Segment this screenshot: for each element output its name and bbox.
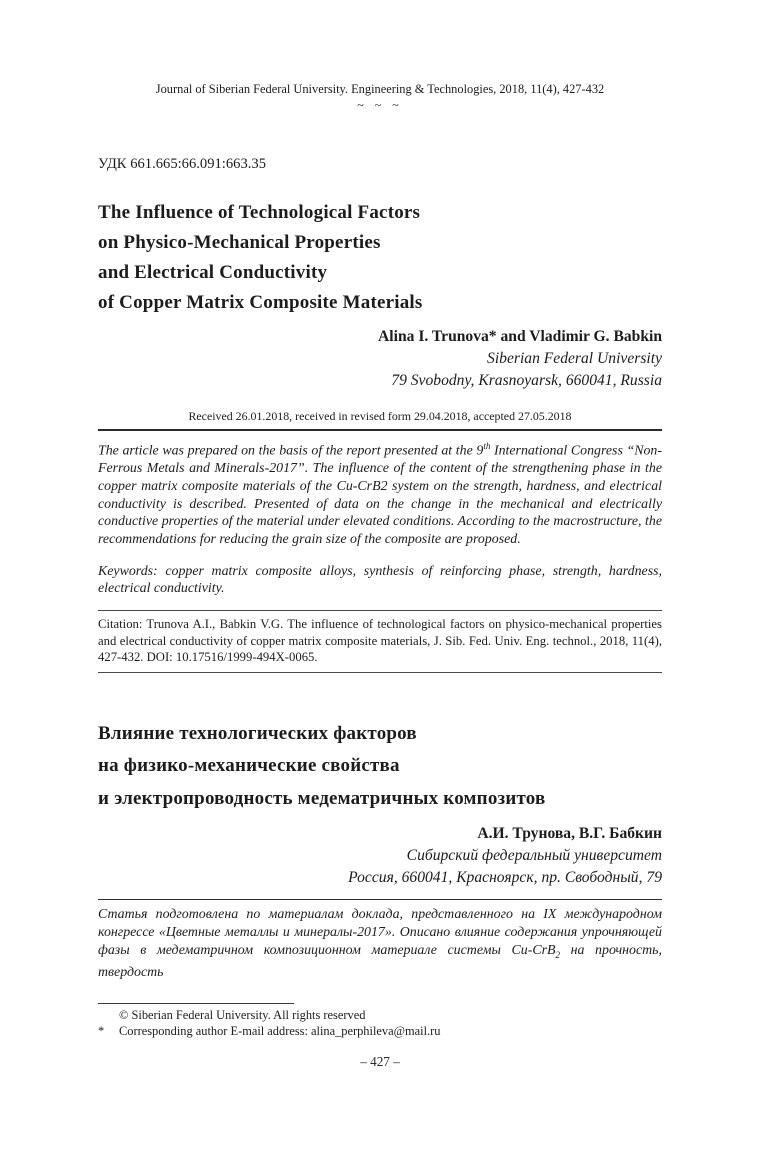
page-number: – 427 – (360, 1054, 400, 1070)
footnote-marker: * (98, 1024, 105, 1039)
abstract-en-text: The article was prepared on the basis of the report presented at the 9 (98, 443, 484, 459)
authors-en: Alina I. Trunova* and Vladimir G. Babkin (378, 328, 662, 345)
divider-rule (98, 429, 662, 431)
abstract-ru (98, 906, 662, 982)
title-line: and Electrical Conductivity (98, 262, 328, 283)
title-line: on Physico-Mechanical Properties (98, 232, 381, 253)
abstract-ru-text: на прочность, твердость (98, 943, 662, 981)
article-title-ru (98, 718, 662, 816)
affiliation-ru-line: Сибирский федеральный университет (406, 847, 662, 865)
citation: Citation: Trunova A.I., Babkin V.G. The influence of technological factors on physico-mechanical properties and electrical conductivity of copper matrix composite materials, J. Sib. Fed. Univ. Eng. technol., 2018, 11(4), 427-432. DOI: 10.17516/1999-494X-0065. (98, 617, 662, 665)
ornament-separator: ~ ~ ~ (357, 98, 403, 112)
divider-rule (98, 899, 662, 900)
authors-block-ru (98, 823, 662, 889)
divider-rule (98, 672, 662, 673)
title-line: The Influence of Technological Factors (98, 202, 421, 223)
received-dates: Received 26.01.2018, received in revised form 29.04.2018, accepted 27.05.2018 (188, 409, 572, 423)
ordinal-superscript: th (483, 441, 491, 451)
affiliation-en-line: 79 Svobodny, Krasnoyarsk, 660041, Russia (391, 372, 662, 389)
article-page (0, 82, 760, 1162)
copyright-note: © Siberian Federal University. All rights reserved (119, 1008, 366, 1023)
article-title-en (98, 198, 662, 318)
title-line: Влияние технологических факторов (98, 722, 417, 744)
udc-code: УДК 661.665:66.091:663.35 (98, 156, 266, 172)
title-line: и электропроводность медематричных композитов (98, 787, 546, 809)
abstract-en-text: International Congress “Non-Ferrous Metals and Minerals-2017”. The influence of the content of the strengthening phase in the copper matrix composite materials of the Cu-CrB2 system on the strength, hardness, and electrical conductivity is described. Presented of data on the change in the mechanical and electrically conductive properties of the material under elevated conditions. According to the macrostructure, the recommendations for reducing the grain size of the composite are proposed. (98, 443, 662, 548)
abstract-ru-text: Статья подготовлена по материалам доклада, представленного на IX международном конгрессе «Цветные металлы и минералы-2017». Описано влияние содержания упрочняющей фазы в медематричном композиционном материале системы Cu-CrB (98, 907, 662, 959)
affiliation-en-line: Siberian Federal University (487, 350, 662, 367)
title-line: на физико-механические свойства (98, 755, 400, 777)
keywords: Keywords: copper matrix composite alloys, synthesis of reinforcing phase, strength, hardness, electrical conductivity. (98, 563, 662, 597)
affiliation-ru-line: Россия, 660041, Красноярск, пр. Свободный, 79 (348, 869, 662, 887)
title-line: of Copper Matrix Composite Materials (98, 292, 423, 313)
journal-header: Journal of Siberian Federal University. Engineering & Technologies, 2018, 11(4), 427-432 (155, 82, 605, 96)
abstract-en (98, 438, 662, 549)
divider-rule (98, 610, 662, 611)
footnote-rule (98, 1003, 294, 1004)
corresponding-author-text: Corresponding author E-mail address: alina_perphileva@mail.ru (119, 1024, 441, 1039)
formula-subscript: 2 (555, 950, 561, 961)
authors-block-en (98, 326, 662, 392)
corresponding-author-note (98, 1023, 662, 1039)
authors-ru: А.И. Трунова, В.Г. Бабкин (477, 825, 662, 843)
